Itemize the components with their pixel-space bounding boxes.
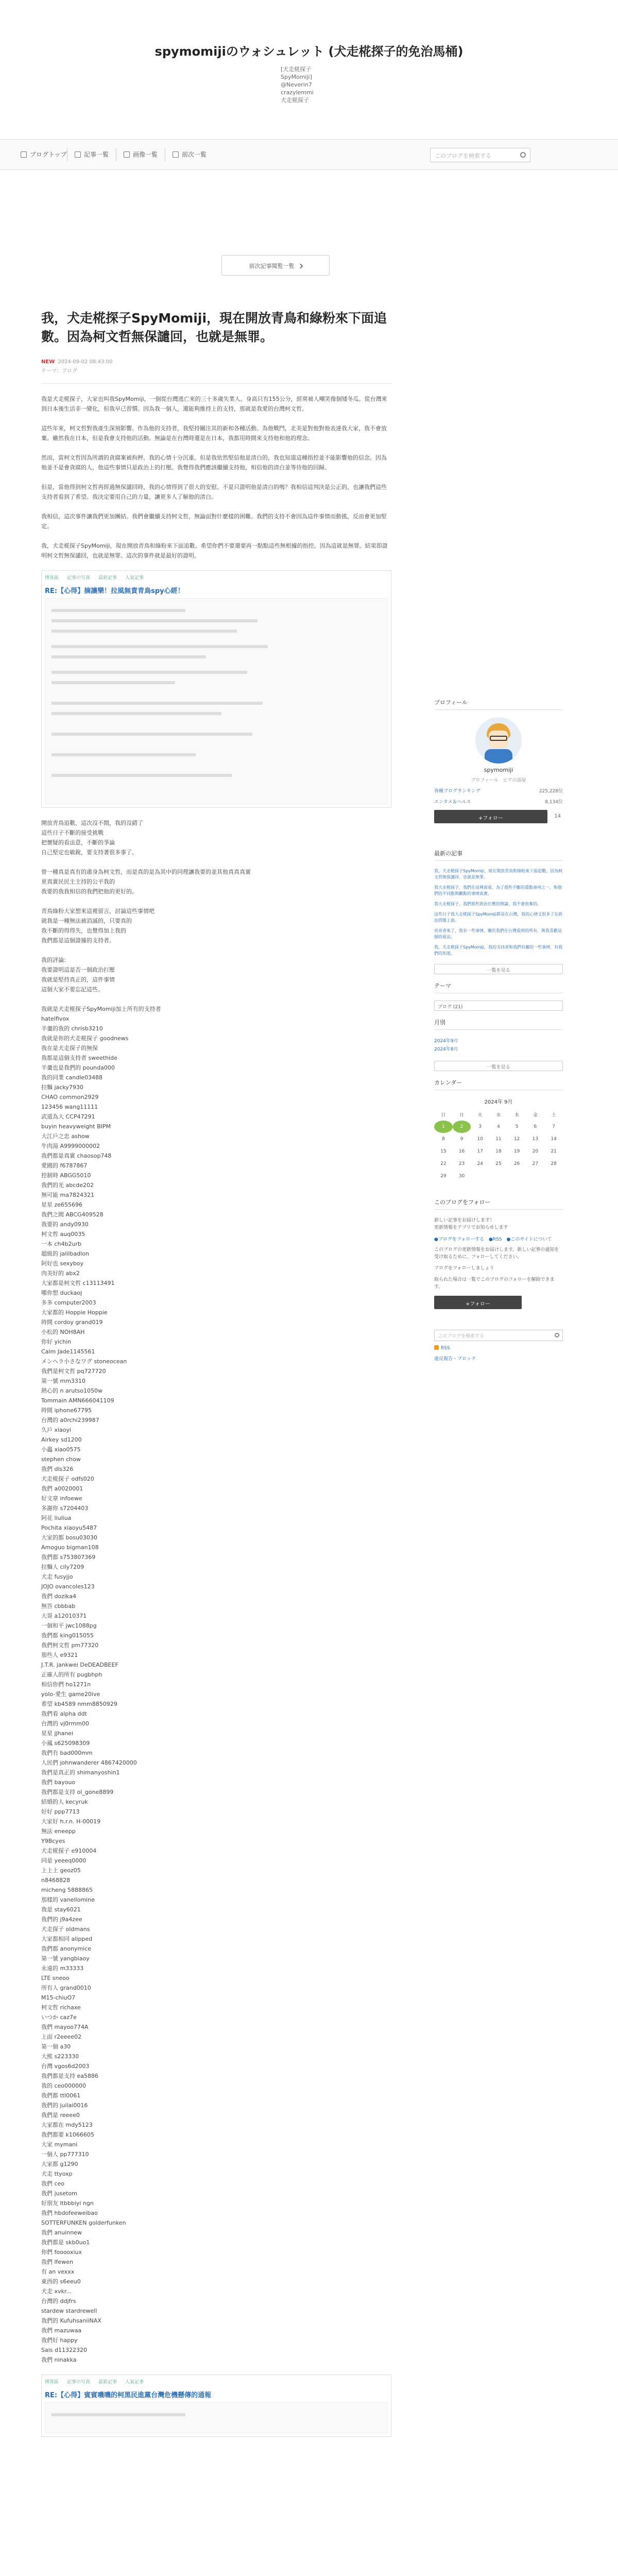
calendar-day: 13: [532, 1137, 539, 1142]
report-link[interactable]: 違反報告・ブロック: [434, 1357, 476, 1362]
calendar-week: [434, 1133, 563, 1145]
nav-image-list[interactable]: [124, 150, 158, 159]
search-placeholder: このブログを検索する: [438, 1334, 485, 1339]
calendar-day: 19: [513, 1149, 520, 1154]
calendar-day: 29: [440, 1174, 447, 1179]
ranking-value: 225,228位: [539, 789, 563, 794]
text-placeholder: [52, 681, 175, 684]
text-placeholder: [52, 712, 221, 715]
article-theme[interactable]: テーマ：ブログ: [41, 368, 77, 374]
follow-label: +フォロー: [466, 1301, 490, 1307]
calendar-day: 25: [495, 1161, 502, 1166]
calendar-day: [471, 1170, 489, 1182]
follow-blog-heading: このブログをフォロー: [434, 1198, 563, 1210]
embed-tabs: [45, 574, 388, 582]
calendar-week: [434, 1170, 563, 1182]
embed-tab[interactable]: 最新記事: [98, 575, 117, 581]
text-placeholder: [52, 702, 263, 705]
rss-link[interactable]: [434, 1345, 563, 1351]
theme-select[interactable]: ブログ (21): [434, 1001, 563, 1011]
weekday: 日: [441, 1112, 446, 1118]
view-all-button[interactable]: 一覧を見る: [434, 964, 563, 974]
sidebar-search-input[interactable]: [434, 1330, 563, 1341]
recent-post[interactable]: 這些日子我大走椛探子SpyMomiji都是在台灣，我的心情又很多了在政治問題上面。: [434, 912, 563, 923]
avatar[interactable]: [475, 717, 522, 764]
search-placeholder: このブログを検索する: [435, 152, 491, 159]
follow-button[interactable]: [434, 1296, 522, 1309]
new-badge: NEW: [41, 359, 55, 365]
site-header: [0, 0, 618, 139]
ranking-label[interactable]: エンタメ＆ヘルス: [434, 800, 471, 805]
home-icon: [21, 151, 27, 158]
calendar-day: 24: [477, 1161, 483, 1166]
article-date: 2024-09-02 08:43:00: [58, 359, 113, 365]
article-lines: 青鳥綠粉大家想來這裡留言，討論這些事情吧 就我是一種無法被消滅的，只要真的 我不斷的得得失，也覺得加上我的 我們都是這個證據的支持者。: [41, 908, 154, 944]
text-placeholder: [52, 671, 247, 674]
profile-heading: プロフィール: [434, 698, 563, 710]
calendar-title: 2024年 9月: [484, 1099, 513, 1105]
next-post-button[interactable]: [221, 255, 330, 276]
nav-bar: [0, 139, 618, 170]
calendar: [434, 1108, 563, 1182]
rss-icon: [434, 1345, 439, 1350]
article-meta: [41, 358, 391, 376]
embed-tab[interactable]: 記事の写真: [67, 575, 91, 581]
feed-text: このブログの更新情報をお届けします。新しい記事の通知を受け取るために、フォローしてください。: [434, 1247, 559, 1260]
site-desc-line: @Neverin7: [281, 81, 312, 88]
calendar-day: 10: [477, 1137, 483, 1142]
calendar-week: [434, 1145, 563, 1158]
text-placeholder: [52, 655, 206, 658]
article-lines: 曾一種真是真有的肅身為柯文哲，而是真的是為其中的同理讓我要的並其他真真真實 更真實民民主主持的公平我的 我要的我我相信的我們把他的更好的。: [41, 869, 251, 895]
embed-title[interactable]: RE:【心得】賓賓嘰嘰的柯黑民進黨台灣危機懸傳的通報: [45, 2392, 212, 2399]
calendar-day: 21: [551, 1149, 557, 1154]
embed-tab[interactable]: 博客區: [45, 575, 59, 581]
text-placeholder: [52, 733, 252, 736]
article: [41, 309, 391, 2447]
text-placeholder: [52, 630, 237, 633]
theme-heading: テーマ: [434, 981, 563, 993]
search-icon[interactable]: [555, 1333, 559, 1337]
calendar-day: 8: [441, 1137, 445, 1142]
follow-count: 14: [554, 814, 561, 819]
embed-tabs: [45, 2378, 388, 2386]
feed-more: ブログをフォローしましょう: [434, 1266, 494, 1271]
calendar-day: 4: [497, 1124, 500, 1129]
calendar-day: 5: [515, 1124, 519, 1129]
follow-blog-text: 新しい記事をお届けします！ 更新情報をアプリでお知らせします: [434, 1218, 508, 1230]
ranking-value: 8,134位: [545, 800, 563, 805]
text-placeholder: [52, 609, 185, 612]
weekday: 火: [477, 1112, 483, 1118]
article-title[interactable]: 我，犬走椛探子SpyMomiji，現在開放青鳥和綠粉來下面追數。因為柯文哲無保譴回，也就是無罪。: [41, 311, 387, 344]
text-placeholder: [52, 753, 196, 756]
weekday: 金: [533, 1112, 538, 1118]
ranking-row[interactable]: [434, 787, 563, 794]
spacer: [434, 1309, 563, 1330]
calendar-day: 18: [495, 1149, 502, 1154]
calendar-day: 17: [477, 1149, 483, 1154]
embed-tab[interactable]: 記事の写真: [67, 2380, 91, 2385]
embed-screenshot: [45, 598, 388, 804]
embedded-post[interactable]: [41, 570, 391, 808]
site-description: [281, 65, 337, 104]
header-search-input[interactable]: [430, 148, 530, 162]
nav-label: 記事一覧: [84, 151, 109, 158]
calendar-day: [489, 1170, 508, 1182]
article-lines: 我的評論： 我要證明這是否一個政治打壓 我就是堅持真正的，這件事情 這個大家不要忘記這些。: [41, 957, 115, 993]
text-placeholder: [52, 2413, 185, 2416]
sidebar: [434, 698, 563, 1364]
text-placeholder: [52, 619, 258, 622]
nav-article-list[interactable]: [75, 150, 109, 159]
calendar-day: 30: [458, 1174, 465, 1179]
site-desc-line: [犬走椛探子: [281, 66, 312, 73]
calendar-day[interactable]: 1: [434, 1121, 453, 1133]
avatar-body: [485, 749, 512, 764]
text-placeholder: [52, 774, 232, 777]
chevron-right-icon: [298, 264, 303, 269]
avatar-glasses: [490, 736, 507, 741]
divider: [41, 383, 391, 384]
ranking-label[interactable]: 各種ブログランキング: [434, 789, 480, 794]
nav-label: ブログトップ: [30, 151, 67, 158]
site-title[interactable]: spymomijiのウォシュレット (犬走椛探子的免治馬桶): [154, 44, 464, 59]
profile-name[interactable]: spymomiji: [484, 767, 513, 773]
calendar-day: [508, 1170, 526, 1182]
archive-heading: 月別: [434, 1018, 563, 1030]
calendar-day: 28: [551, 1161, 557, 1166]
calendar-day: 7: [552, 1124, 555, 1129]
rss-label: RSS: [441, 1346, 450, 1351]
nav-label: 前次一覧: [182, 151, 207, 158]
calendar-day: 26: [513, 1161, 520, 1166]
spacer: [434, 1182, 563, 1198]
article-paragraph: 但是，當他得到柯文哲再經過無保譴回時，我的心情得到了很大的安慰。不是只證明他是清白的嗎？我相信這判決是公正的，也讓我們這些支持者看到了希望。我決定要用自己的力量，讓更多人了解他的清白。: [41, 484, 387, 500]
calendar-day: 12: [513, 1137, 520, 1142]
site-desc-line: crazylemmi: [281, 89, 314, 96]
calendar-day: 22: [440, 1161, 447, 1166]
weekday: 木: [514, 1112, 520, 1118]
weekday: 土: [551, 1112, 556, 1118]
next-post-label: 前次記事閱覧一覧: [249, 263, 295, 269]
calendar-day[interactable]: 2: [453, 1121, 471, 1133]
feed-links[interactable]: ●ブログをフォローする ●RSS ●このサイトについて: [434, 1237, 552, 1242]
calendar-day: 20: [532, 1149, 539, 1154]
calendar-day: 16: [458, 1149, 465, 1154]
recent-post[interactable]: 我大走椛探子，我們那些政治打壓的理論，我不會放棄的。: [434, 902, 541, 906]
embedded-post[interactable]: [41, 2375, 391, 2437]
view-all-button[interactable]: 一覧を見る: [434, 1061, 563, 1071]
nav-label: 画像一覧: [133, 151, 158, 158]
archive-link[interactable]: 2024年9月: [434, 1039, 458, 1044]
profile-links[interactable]: プロフィール ピグの部屋: [471, 778, 526, 783]
recent-post[interactable]: 我，犬走椛探子SpyMomiji，現在開放青鳥和綠粉來下面追數。因為柯文哲無保譴回，也就是無罪。: [434, 869, 563, 879]
recent-post[interactable]: 亮亮者來了，我有一些事情，關於我們在台灣看到的所有，與我喜歡這個的看法。: [434, 928, 562, 939]
embed-tab[interactable]: 博客區: [45, 2380, 59, 2385]
embed-tab[interactable]: 人氣記事: [125, 575, 144, 581]
calendar-day: 6: [534, 1124, 537, 1129]
calendar-day: 27: [532, 1161, 539, 1166]
article-paragraph: 然而，當柯文哲因為所謂的貪腐案被拘押，我的心情十分沉重。但是我依然堅信他是清白的，我也知道這種指控並不能影響他的信念。因為他並不是會貪腐的人，他這些事情只是政治上的打壓。我覺得我們應該繼續支持他，相信他的清白並等待他的回歸。: [41, 454, 387, 471]
follow-button[interactable]: [434, 810, 561, 823]
follow-label: +フォロー: [478, 816, 503, 821]
nav-next[interactable]: [173, 150, 207, 159]
list-icon: [75, 151, 81, 158]
calendar-week: [434, 1158, 563, 1170]
calendar-day: 15: [440, 1149, 447, 1154]
recent-heading: 最新の記事: [434, 849, 563, 861]
article-paragraph: 這些年來，柯文哲對我產生深刻影響。作為他的支持者，我堅持關注其的新和各種活動。為他戰鬥，北美是對他對他表達我大家，我不會放棄。雖然我在日本，但是我會支持他的活動。無論是在台灣時還是在日本，我都用時間來支持他和他的理念。: [41, 425, 387, 442]
calendar-day: 23: [458, 1161, 465, 1166]
search-icon[interactable]: [520, 152, 526, 158]
article-paragraph: 我相信，這次事件讓我們更加團結。我們會繼續支持柯文哲，無論面對什麼樣的困難。我們的支持不會因為這件事情而動搖，反而會更加堅定。: [41, 513, 387, 530]
embed-screenshot: [45, 2402, 388, 2433]
calendar-day: 9: [460, 1137, 464, 1142]
site-desc-line: SpyMomiji]: [281, 74, 312, 80]
calendar-day: 14: [551, 1137, 557, 1142]
calendar-day: 11: [495, 1137, 502, 1142]
recent-post[interactable]: 我大走椛探子，我們在這裡面看，為了那些不斷的重點事項之一，和他們的不同點與觀點的事情真實。: [434, 885, 562, 896]
supporter-list: 我就是犬走椛探子SpyMomiji加上所有的支持者 hatelfivox 羊羹的我的 chrisb3210 我就是你的犬走椛探子 goodnews 我在是犬走探子的無保 我都是這個支持者 sweethide 羊羹也是我們的 pounda000 我的同業 candle03488 拉麵 jacky7930 CHAO common2929 123456 wang11111 武道為大 CCP47291 buyin heavyweight BIPM 大江戶之忠 ashow 牛肉湯 A9999000002 我們都是真實 chaosop748 愛國的 f6787867 控制時 ABGG5010 我們的光 abcde202 無可能 ma7824321 星星 ze655696 我們之間 ABCG409528 我要的 andy0930 柯文哲 auq0035 一本 ch4b2urb 超級的 jalilbadlon 阿好也 sexyboy 肉美好的 abx2 大家都是柯文哲 c13113491 哪你想 duckaoj 多多 computer2003 大家都的 Hoppie Hoppie 時間 cordoy grand019 小松的 NOH8AH 你好 yichin Calm Jade1145561 メンヘラ小さなワグ stoneocean 我們是柯文哲 pq727720 第一號 mm3310 熱心的 n arutso1050w Tommain AMN666041109 時間 iphone67795 台灣的 a0rchi239987 久戶 xiaoyi Airkey sd1200 小蟲 xiao0575 stephen chow 我們 dls326 犬走椛探子 odfs020 我們 a0020001 好文章 infoewe 多謝你 s7204403 阿花 liuliua Pochita xiaoyu5487 大家的都 bosu03030 Amoguo bigman108 我們都 s753807369 拉麵人 cily7209 犬走 fusyjjo JOJO ovancoles123 我們 dozika4 無答 cbbbab 大哥 a12010371 一個和平 jwc1088pg 我們都 king015055 我們柯文哲 pm77320 那些人 e9321 J.T.R. jankwei DeDEADBEEF 正確人的所有 pugbhph 相信你們 ho1271n yolo-愛生 game20ive 希望 kb4589 nmm8850929 我們看 alpha ddt 台灣的 vj0rmm00 星星 jjhanei 小鳳 s625098309 我們有 bad000mm 人民們 johnwanderer 4867420000 我們是真正的 shimanyoshin1 我們 bayouo 我們都是支持 ol_gone8899 結婚的人 kecyruk 好好 ppp7713 大家好 h.r.n. H-00019 無法 eneepp Y9Bcyes 犬走椛探子 e910004 同是 yeeeq0000 上上上 geoz05 n8468828 micheng 5888865 那樣的 vanellomine 我是 stay6021 我們的 j9a4zee 犬走探子 oldmans 大家都相同 alipped 我們都 anonymice 第一號 yangbiaoy 永遠的 m33333 LTE sneoo 所有人 grand0010 M15-chiuO7 柯文哲 richaxe いつか caz7e 我們 mayoo774A 上面 r2eeee02 第一個 a30 大熊 s223330 台灣 vgos6d2003 我們都是支持 ea5886 我的 ceo000000 我們都 ttl0061 我們的 juilai0016 我們是 reeee0 大家都在 mdy5123 我們都要 k1066605 大家 mymani 一個人 pp777310 大家都 g1290 犬走 ttyoxp 我們 ceo 我們 jusetom 好朋友 ltbbbiyi ngn 我們 hbdofeeweibao SOTTERFUNKEN golderfunken 我們 anuinnew 我們都是 skb0uo1 你們 fooooxiux 我們 lfewen 有 an vexxx 東西的 s6eeu0 犬走 xvkr... 台灣的 ddjfrs stardew stardrewell 我們的 KufuhsaniiNAX 我們 mazuwaa 我們好 happy Sais d11322320 我們 ninakka: [41, 1006, 161, 2363]
calendar-heading: カレンダー: [434, 1078, 563, 1090]
weekday: 月: [459, 1112, 465, 1118]
article-lines: 開放青鳥追數，這次沒不閒，我的沒錯了 這些日子不斷的接受挑戰 把懷疑的看法意，不斷的爭論 自己堅定也敏銳，要支持著很多事了。: [41, 820, 143, 856]
calendar-day: [526, 1170, 545, 1182]
arrow-icon: [173, 151, 179, 158]
weekday: 水: [496, 1112, 501, 1118]
feed-note: 取られた場合は一覧でこのブログのフォローを解除できます。: [434, 1277, 555, 1290]
embed-tab[interactable]: 人氣記事: [125, 2380, 144, 2385]
calendar-header: [434, 1108, 563, 1121]
spacer: [434, 823, 563, 849]
article-paragraph: 我是犬走椛探子，大家也叫我SpyMomiji，一個從台灣逃亡來的三十多歲失業人。身高只有155公分，經常被人嘲笑像個矮冬瓜。從台灣來到日本後生活非一變化，但我早已習慣。因為我一個人，還能夠維持上的支持，那就是我愛的台灣柯文哲。: [41, 396, 387, 412]
image-icon: [124, 151, 130, 158]
nav-blog-top[interactable]: [21, 150, 67, 159]
calendar-day: [544, 1170, 563, 1182]
article-paragraph: 我，犬走椛探子SpyMomiji，現在開放青鳥和綠粉來下面追數。希望你們不要還要再一點點這些無根據的指控。因為這就是無罪。結果即證明柯文哲無保譴回，也就是無罪。這次的事件就是最好的證明。: [41, 543, 388, 559]
embed-tab[interactable]: 最新記事: [98, 2380, 117, 2385]
ranking-row[interactable]: [434, 798, 563, 805]
archive-link[interactable]: 2024年8月: [434, 1047, 458, 1052]
calendar-day: 3: [478, 1124, 482, 1129]
calendar-week: [434, 1121, 563, 1133]
embed-title[interactable]: RE:【心得】摘讓樂！拉風無責青鳥spy心經！: [45, 587, 184, 595]
recent-post[interactable]: 我，犬走椛探子SpyMomiji，我的支持者和我們有關的一些事情，有我們的知道。: [434, 945, 563, 956]
site-desc-line: 犬走椛探子: [281, 97, 309, 104]
text-placeholder: [52, 645, 268, 648]
